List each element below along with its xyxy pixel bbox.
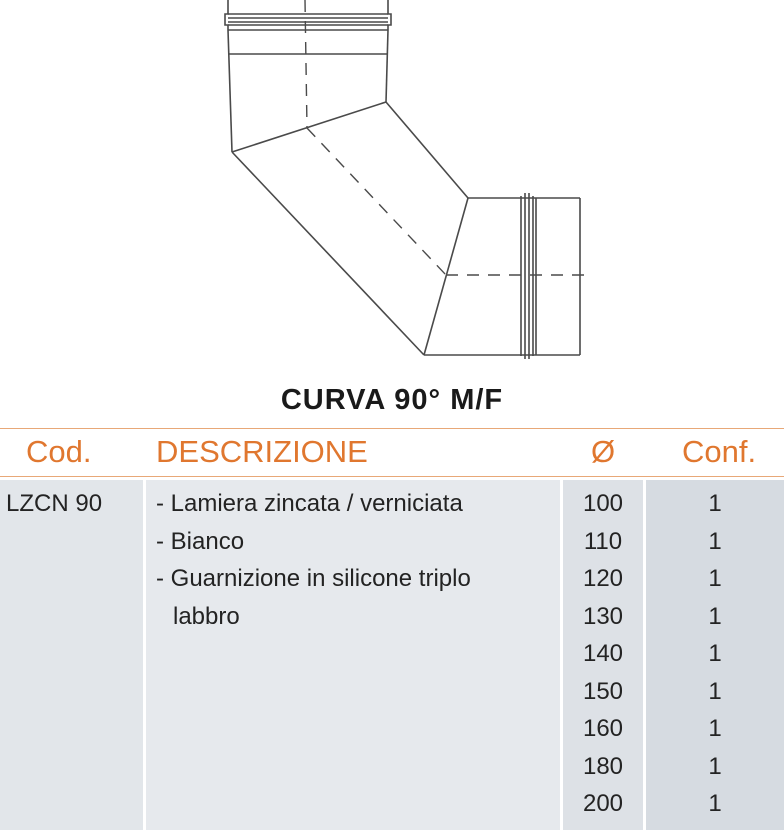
diameter-value: 110: [583, 527, 623, 555]
diameter-list: [563, 485, 643, 823]
header-diameter: Ø: [590, 434, 616, 469]
diameter-value: 180: [582, 752, 624, 780]
header-bottom-rule: [0, 476, 784, 477]
description-line: - Bianco: [156, 527, 245, 555]
description-list: [156, 485, 471, 635]
conf-list: [646, 485, 784, 823]
elbow-drawing: [0, 0, 784, 380]
column-cod: [0, 480, 143, 830]
conf-value: 1: [708, 790, 722, 817]
diameter-value: 150: [582, 677, 624, 705]
diameter-value: 140: [582, 640, 624, 667]
description-line: [156, 598, 471, 636]
conf-value: 1: [708, 752, 722, 780]
description-line: - Lamiera zincata / verniciata: [156, 490, 463, 517]
header-cod: Cod.: [26, 434, 92, 469]
conf-value: 1: [708, 602, 722, 630]
header-conf: Conf.: [682, 434, 757, 469]
conf-value: 1: [708, 490, 722, 517]
header-descrizione: DESCRIZIONE: [156, 434, 368, 469]
product-title: CURVA 90° M/F: [280, 384, 504, 416]
conf-value: 1: [708, 565, 722, 592]
conf-value: 1: [708, 527, 722, 555]
description-line: - Guarnizione in silicone triplo: [156, 565, 471, 592]
conf-value: 1: [708, 677, 722, 705]
diameter-value: 100: [582, 490, 624, 517]
product-code: LZCN 90: [6, 490, 103, 517]
diameter-value: 200: [582, 790, 624, 817]
conf-value: 1: [708, 715, 722, 742]
description-line-text: labbro: [173, 602, 240, 630]
diameter-value: 130: [582, 602, 624, 630]
diameter-value: 120: [582, 565, 624, 592]
diameter-value: 160: [582, 715, 624, 742]
conf-value: 1: [708, 640, 722, 667]
header-top-rule: [0, 428, 784, 429]
